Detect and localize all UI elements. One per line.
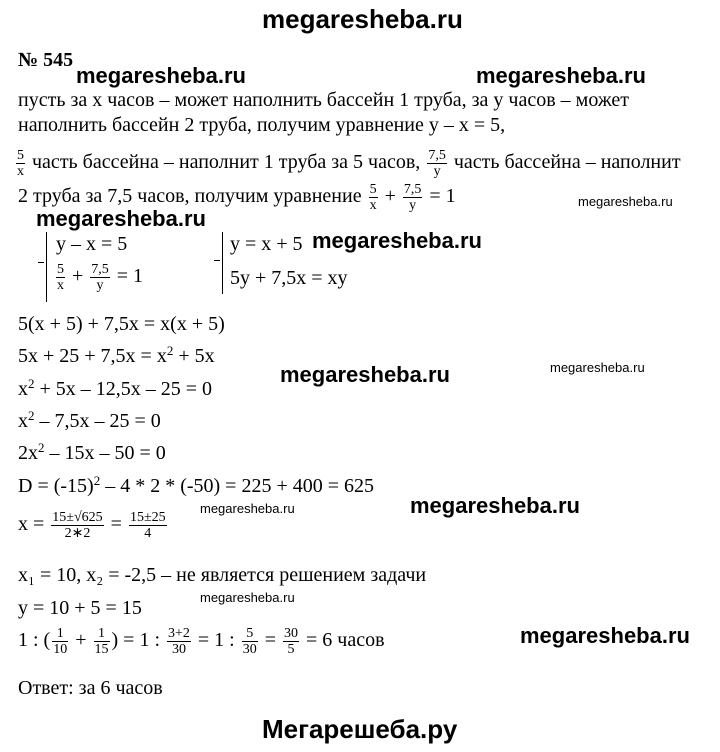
fraction: $\frac{5}{x}$ — [17, 148, 24, 179]
equation: y = 10 + 5 = 15 — [18, 597, 142, 619]
equation: 5y + 7,5x = xy — [230, 267, 348, 289]
equation: 1 : ( $\frac{1}{10}$ + $\frac{1}{15}$ ) = 1 : $\frac{3+2}{30}$ = 1 : $\frac{5}{30}$ = $\frac{30}{5}$ = 6 часов — [18, 626, 385, 657]
text-line: пусть за x часов – может наполнить бассейн 1 труба, за y часов – может — [18, 89, 630, 111]
system-brace — [38, 262, 44, 263]
watermark: megaresheba.ru — [280, 362, 450, 387]
fraction: $\frac{7,5}{y}$ — [428, 148, 446, 179]
fraction: $\frac{15\pm√625}{2∗2}$ — [52, 510, 103, 541]
watermark: megaresheba.ru — [578, 194, 673, 209]
watermark: megaresheba.ru — [312, 228, 482, 253]
text-line: $\frac{5}{x}$ часть бассейна – наполнит 1 труба за 5 часов, $\frac{7,5}{y}$ часть бассейна – наполнит — [17, 148, 681, 179]
problem-number: № 545 — [18, 49, 74, 71]
fraction: $\frac{7,5}{y}$ — [403, 182, 422, 213]
site-header[interactable]: megaresheba.ru — [262, 4, 463, 34]
watermark: megaresheba.ru — [520, 623, 690, 648]
system-brace — [214, 260, 220, 261]
watermark: megaresheba.ru — [36, 206, 206, 231]
fraction: $\frac{15\pm 25}{4}$ — [129, 510, 166, 541]
equation: x₁ = 10, x₂ = -2,5 – не является решением задачи — [18, 564, 427, 586]
text-line: 2 труба за 7,5 часов, получим уравнение $\frac{5}{x}$ + $\frac{7,5}{y}$ = 1 — [18, 182, 456, 213]
equation: $\frac{5}{x}$ + $\frac{7,5}{y}$ = 1 — [57, 262, 144, 293]
text-line: наполнить бассейн 2 труба, получим уравнение y – x = 5, — [18, 114, 506, 136]
fraction: $\frac{5}{x}$ — [369, 182, 377, 213]
equation: y – x = 5 — [56, 233, 128, 255]
watermark: megaresheba.ru — [200, 590, 295, 605]
equation: $x^2 + 5x - 12,5x - 25 = 0$ — [18, 376, 213, 400]
watermark: megaresheba.ru — [410, 493, 580, 518]
watermark: megaresheba.ru — [550, 360, 645, 375]
equation: $x^2 - 7,5x - 25 = 0$ — [18, 408, 161, 432]
equation: x = $\frac{15\pm√625}{2∗2}$ = $\frac{15\pm 25}{4}$ — [18, 510, 166, 541]
equation: $5x + 25 + 7,5x = x^2 + 5x$ — [18, 343, 215, 367]
answer: Ответ: за 6 часов — [18, 677, 163, 699]
equation: $D = (-15)^2 - 4 * 2 * (-50) = 225 + 400 = 625$ — [18, 473, 375, 497]
equation: $2x^2 - 15x - 50 = 0$ — [18, 440, 166, 464]
watermark: megaresheba.ru — [476, 63, 646, 88]
watermark: megaresheba.ru — [200, 501, 295, 516]
site-footer[interactable]: Мегарешеба.ру — [262, 714, 458, 744]
equation: 5(x + 5) + 7,5x = x(x + 5) — [18, 313, 225, 335]
watermark: megaresheba.ru — [76, 63, 246, 88]
equation: y = x + 5 — [230, 233, 303, 255]
